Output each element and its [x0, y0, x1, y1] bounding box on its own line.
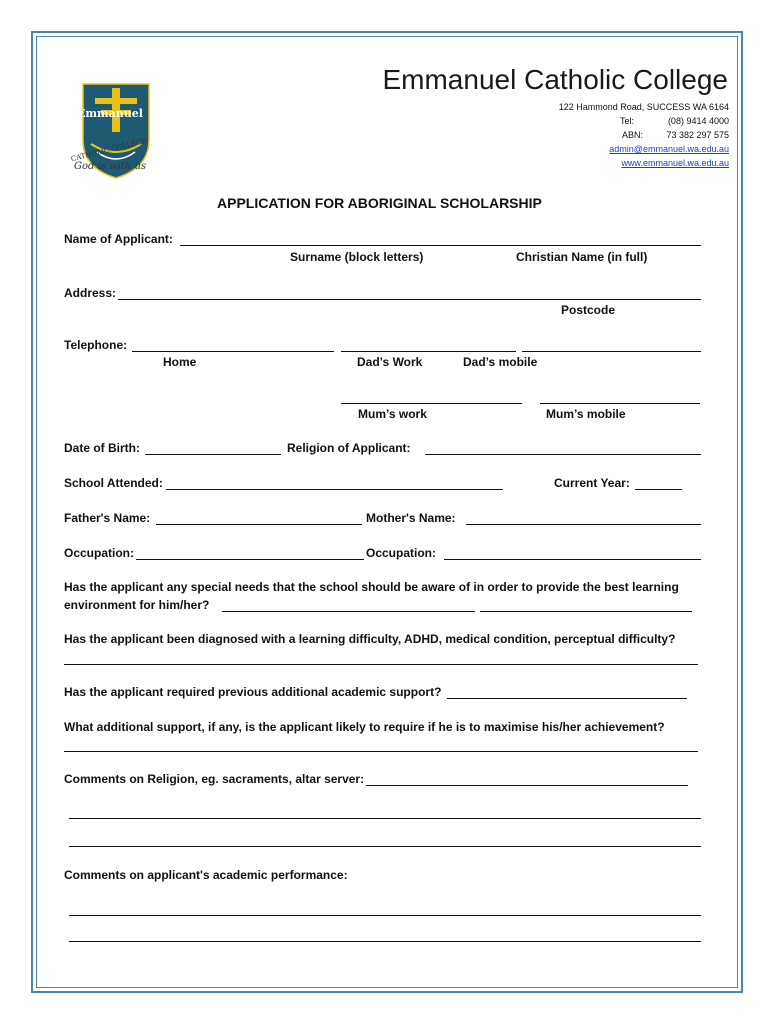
religion-label: Religion of Applicant:	[287, 441, 411, 455]
mothers-name-field[interactable]	[466, 524, 701, 525]
logo-arc-text: CATHOLIC COLLEGE	[70, 136, 148, 164]
postcode-hint: Postcode	[561, 303, 616, 317]
fathers-name-field[interactable]	[156, 524, 362, 525]
additional-support-question: What additional support, if any, is the applicant likely to require if he is to maximise his/her achievement?	[64, 720, 665, 734]
dads-mobile-field[interactable]	[522, 351, 701, 352]
christian-name-hint: Christian Name (in full)	[516, 250, 648, 264]
academic-comments-field-1[interactable]	[69, 915, 701, 916]
dob-label: Date of Birth:	[64, 441, 140, 455]
dob-field[interactable]	[145, 454, 281, 455]
current-year-field[interactable]	[635, 489, 682, 490]
mums-mobile-hint: Mum’s mobile	[546, 407, 626, 421]
college-address: 122 Hammond Road, SUCCESS WA 6164	[558, 102, 729, 112]
dads-mobile-hint: Dad’s mobile	[463, 355, 538, 369]
school-label: School Attended:	[64, 476, 163, 490]
additional-support-field[interactable]	[64, 751, 698, 752]
tel-label: Tel:	[620, 116, 635, 126]
dads-work-field[interactable]	[341, 351, 516, 352]
special-needs-field-1[interactable]	[222, 611, 475, 612]
diagnosed-field[interactable]	[64, 664, 698, 665]
previous-support-field[interactable]	[447, 698, 687, 699]
name-field[interactable]	[180, 245, 701, 246]
religion-comments-label: Comments on Religion, eg. sacraments, altar server:	[64, 772, 365, 786]
name-label: Name of Applicant:	[64, 232, 173, 246]
academic-comments-field-2[interactable]	[69, 941, 701, 942]
mums-work-hint: Mum’s work	[358, 407, 427, 421]
previous-support-question: Has the applicant required previous additional academic support?	[64, 685, 442, 699]
fathers-occupation-label: Occupation:	[64, 546, 135, 560]
abn-value: 73 382 297 575	[666, 130, 729, 140]
abn-label: ABN:	[622, 130, 644, 140]
email-link[interactable]: admin@emmanuel.wa.edu.au	[609, 144, 729, 154]
address-label: Address:	[64, 286, 117, 300]
logo-shield-text: Emmanuel	[77, 107, 143, 120]
dads-work-hint: Dad’s Work	[357, 355, 423, 369]
religion-comments-field-1[interactable]	[366, 785, 688, 786]
academic-comments-label: Comments on applicant's academic performance:	[64, 868, 348, 882]
telephone-label: Telephone:	[64, 338, 128, 352]
mothers-name-label: Mother's Name:	[366, 511, 456, 525]
religion-comments-field-2[interactable]	[69, 818, 701, 819]
special-needs-question-line1: Has the applicant any special needs that the school should be aware of in order to provide the best learning	[64, 580, 679, 594]
fathers-occupation-field[interactable]	[136, 559, 364, 560]
college-name: Emmanuel Catholic College	[382, 64, 728, 95]
religion-comments-field-3[interactable]	[69, 846, 701, 847]
current-year-label: Current Year:	[554, 476, 630, 490]
home-phone-field[interactable]	[132, 351, 334, 352]
religion-field[interactable]	[425, 454, 701, 455]
home-hint: Home	[163, 355, 197, 369]
fathers-name-label: Father's Name:	[64, 511, 151, 525]
mums-mobile-field[interactable]	[540, 403, 700, 404]
tel-value: (08) 9414 4000	[667, 116, 729, 126]
special-needs-question-line2: environment for him/her?	[64, 598, 210, 612]
address-field[interactable]	[118, 299, 701, 300]
mothers-occupation-field[interactable]	[444, 559, 701, 560]
website-link[interactable]: www.emmanuel.wa.edu.au	[621, 158, 729, 168]
school-field[interactable]	[166, 489, 503, 490]
mums-work-field[interactable]	[341, 403, 522, 404]
diagnosed-question: Has the applicant been diagnosed with a learning difficulty, ADHD, medical condition, perceptual difficulty?	[64, 632, 676, 646]
surname-hint: Surname (block letters)	[290, 250, 424, 264]
logo-motto: God is with us	[74, 161, 147, 172]
form-title: APPLICATION FOR ABORIGINAL SCHOLARSHIP	[217, 195, 542, 211]
college-logo	[68, 64, 148, 182]
special-needs-field-2[interactable]	[480, 611, 692, 612]
mothers-occupation-label: Occupation:	[366, 546, 437, 560]
